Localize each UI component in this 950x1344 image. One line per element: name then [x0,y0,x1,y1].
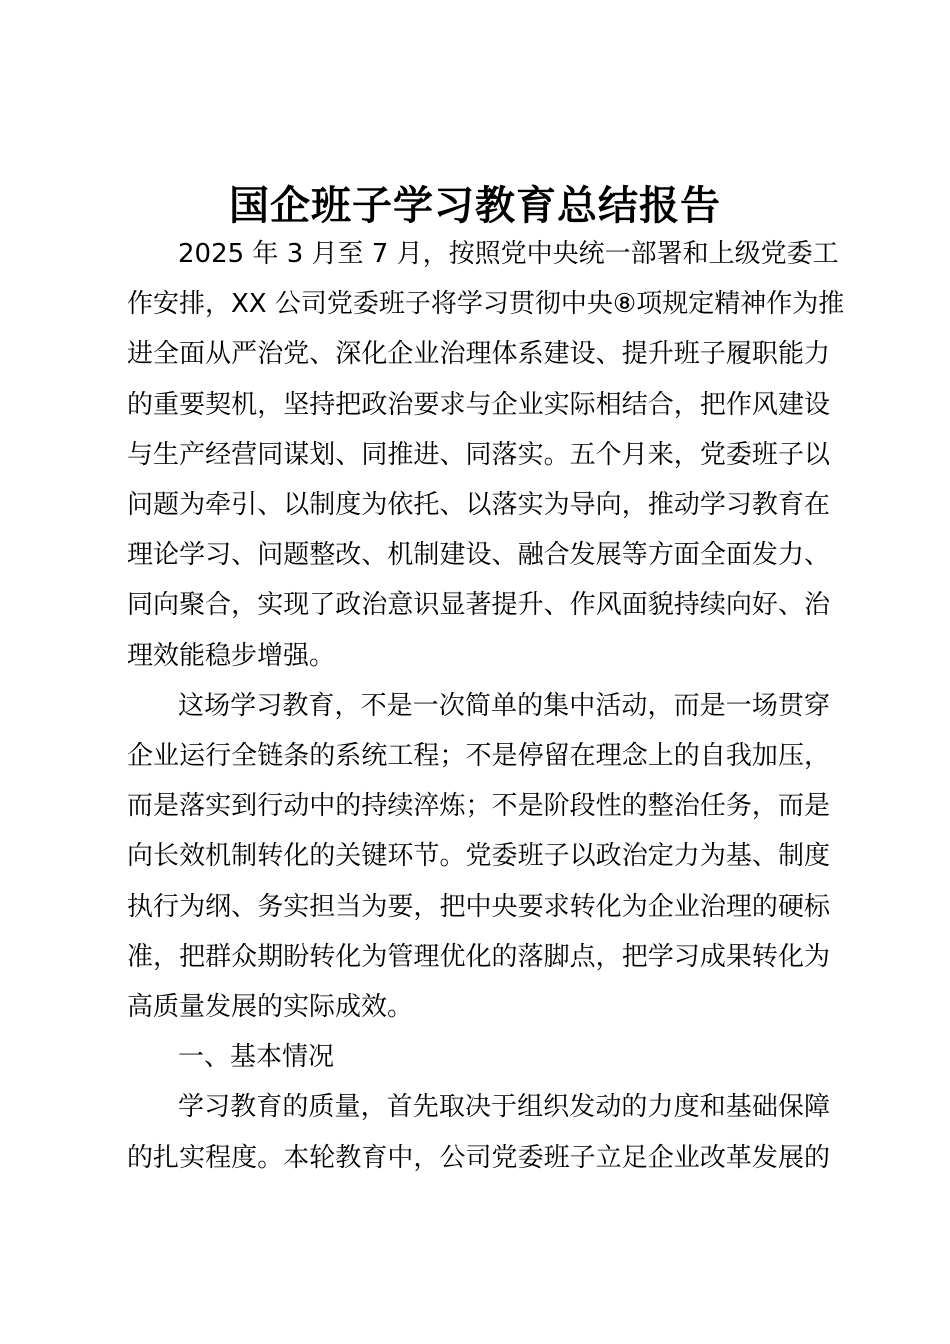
body-line: 准，把群众期盼转化为管理优化的落脚点，把学习成果转化为 [127,942,830,972]
body-line: 高质量发展的实际成效。 [127,992,414,1022]
body-line: 进全面从严治党、深化企业治理体系建设、提升班子履职能力 [127,339,830,369]
body-line: 学习教育的质量，首先取决于组织发动的力度和基础保障 [178,1092,830,1122]
body-line: 的重要契机，坚持把政治要求与企业实际相结合，把作风建设 [127,390,830,420]
body-line: 问题为牵引、以制度为依托、以落实为导向，推动学习教育在 [127,490,830,520]
body-line: 作安排，XX 公司党委班子将学习贯彻中央⑧项规定精神作为推 [127,289,845,319]
body-line: 的扎实程度。本轮教育中，公司党委班子立足企业改革发展的 [127,1143,830,1173]
body-line: 与生产经营同谋划、同推进、同落实。五个月来，党委班子以 [127,440,830,470]
body-line: 而是落实到行动中的持续淬炼；不是阶段性的整治任务，而是 [127,791,830,821]
body-line: 企业运行全链条的系统工程；不是停留在理念上的自我加压， [127,741,830,771]
body-line: 这场学习教育，不是一次简单的集中活动，而是一场贯穿 [178,691,830,721]
body-line: 向长效机制转化的关键环节。党委班子以政治定力为基、制度 [127,841,830,871]
document-title: 国企班子学习教育总结报告 [229,182,721,229]
body-line: 理效能稳步增强。 [127,641,336,671]
section-heading: 一、基本情况 [178,1042,335,1072]
body-line: 理论学习、问题整改、机制建设、融合发展等方面全面发力、 [127,540,830,570]
body-line: 2025 年 3 月至 7 月，按照党中央统一部署和上级党委工 [178,239,839,269]
body-line: 执行为纲、务实担当为要，把中央要求转化为企业治理的硬标 [127,892,830,922]
body-line: 同向聚合，实现了政治意识显著提升、作风面貌持续向好、治 [127,590,830,620]
